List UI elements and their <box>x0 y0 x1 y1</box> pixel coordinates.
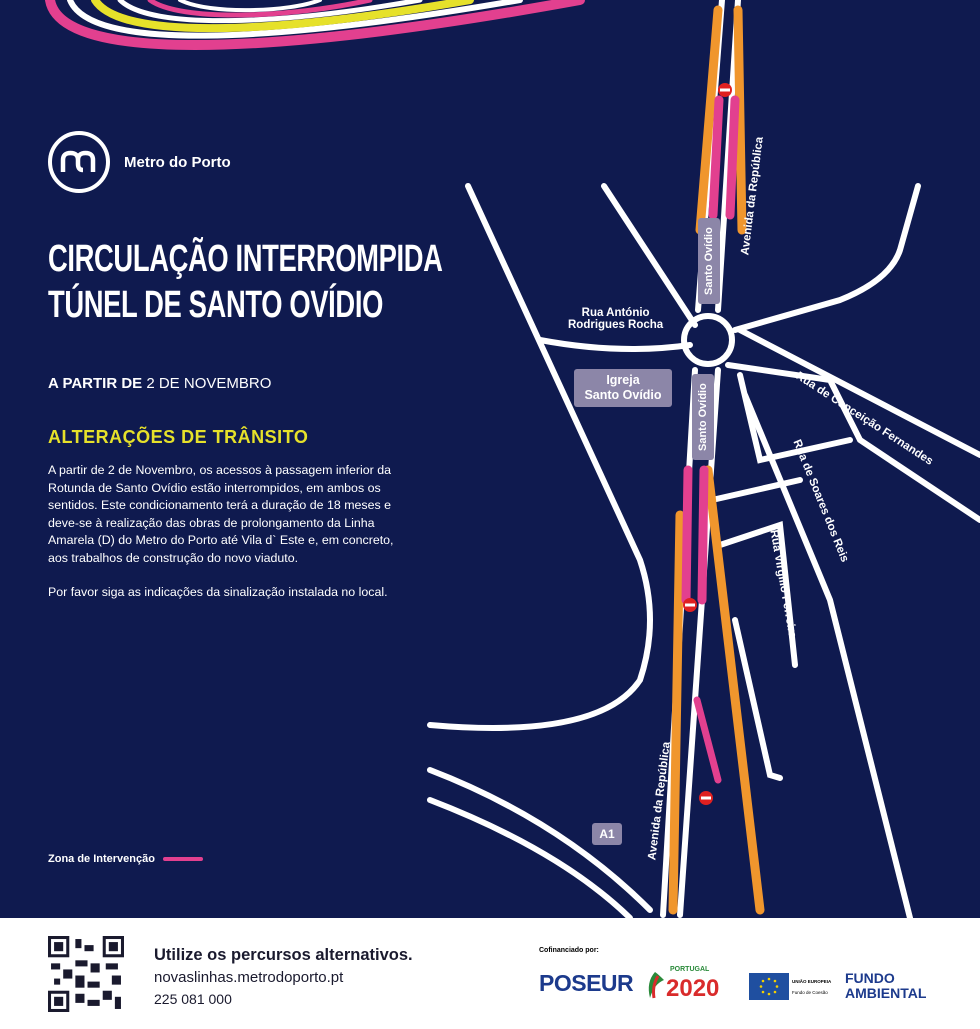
qr-code-icon[interactable] <box>48 936 124 1012</box>
footer-tagline: Utilize os percursos alternativos. <box>154 946 413 964</box>
fundo-ambiental-logo <box>845 971 926 1001</box>
church-label <box>574 369 672 407</box>
traffic-lanes <box>673 10 760 910</box>
title-line-1: CIRCULAÇÃO INTERROMPIDA <box>48 238 443 280</box>
roundabout <box>684 316 732 364</box>
legend-swatch <box>163 857 203 861</box>
fundo-line-2: AMBIENTAL <box>845 985 927 1001</box>
street-label-conceicao: Rua de Conceição Fernandes <box>793 370 936 468</box>
station-label-bottom: Santo Ovídio <box>692 374 714 460</box>
street-label-avenida-top: Avenida da República <box>739 136 766 256</box>
legend-label: Zona de Intervenção <box>48 853 155 865</box>
street-label-line: Rua António <box>581 307 650 319</box>
church-name-1: Igreja <box>606 373 640 387</box>
page-title <box>48 236 443 328</box>
portugal-2020-logo <box>646 966 736 1002</box>
street-label-virgilio: Rua Virgílio Ferreira <box>767 528 799 640</box>
legend <box>48 853 203 865</box>
street-label-avenida-bottom: Avenida da República <box>646 741 673 861</box>
street-label-antonio <box>568 307 663 331</box>
eu-text <box>792 976 831 998</box>
p2020-text: 2020 <box>666 975 720 1002</box>
title-line-2: TÚNEL DE SANTO OVÍDIO <box>48 284 383 326</box>
motorway-label: A1 <box>592 823 622 845</box>
metro-m-icon <box>48 131 110 193</box>
station-label-top: Santo Ovídio <box>698 218 720 304</box>
date-value: 2 DE NOVEMBRO <box>146 375 272 392</box>
portugal-text: PORTUGAL <box>670 966 710 973</box>
section-heading: ALTERAÇÕES DE TRÂNSITO <box>48 427 309 447</box>
poseur-logo: POSEUR <box>539 970 634 996</box>
instruction-paragraph: Por favor siga as indicações da sinalização instalada no local. <box>48 585 388 599</box>
eu-line-1: UNIÃO EUROPEIA <box>792 979 832 984</box>
description-paragraph: A partir de 2 de Novembro, os acessos à passagem inferior da Rotunda de Santo Ovídio estão interrompidos, em ambos os sentidos. Este condicionamento terá a duração de 18 meses e deve-se à realização das obras de prolongamento da Linha Amarela (D) do Metro do Porto até Vila d` Este e, em concreto, aos trabalhos de construção do novo viaduto. <box>48 463 394 565</box>
eu-flag-icon <box>749 973 789 1000</box>
eu-line-2: Fundo de Coesão <box>792 990 828 995</box>
brand-name: Metro do Porto <box>124 153 231 171</box>
street-label-line: Rodrigues Rocha <box>568 319 664 331</box>
street-label-soares: Rua de Soares dos Reis <box>790 438 851 564</box>
start-date <box>48 375 271 392</box>
metro-logo <box>48 131 231 193</box>
cofinanced-label: Cofinanciado por: <box>539 947 599 954</box>
date-prefix: A PARTIR DE <box>48 375 143 392</box>
church-name-2: Santo Ovídio <box>584 388 662 402</box>
website-link[interactable]: novaslinhas.metrodoporto.pt <box>154 969 344 986</box>
phone-number: 225 081 000 <box>154 991 232 1007</box>
fundo-line-1: FUNDO <box>845 970 895 986</box>
description <box>48 462 408 602</box>
footer <box>0 918 980 1029</box>
decorative-swoosh <box>50 0 580 45</box>
